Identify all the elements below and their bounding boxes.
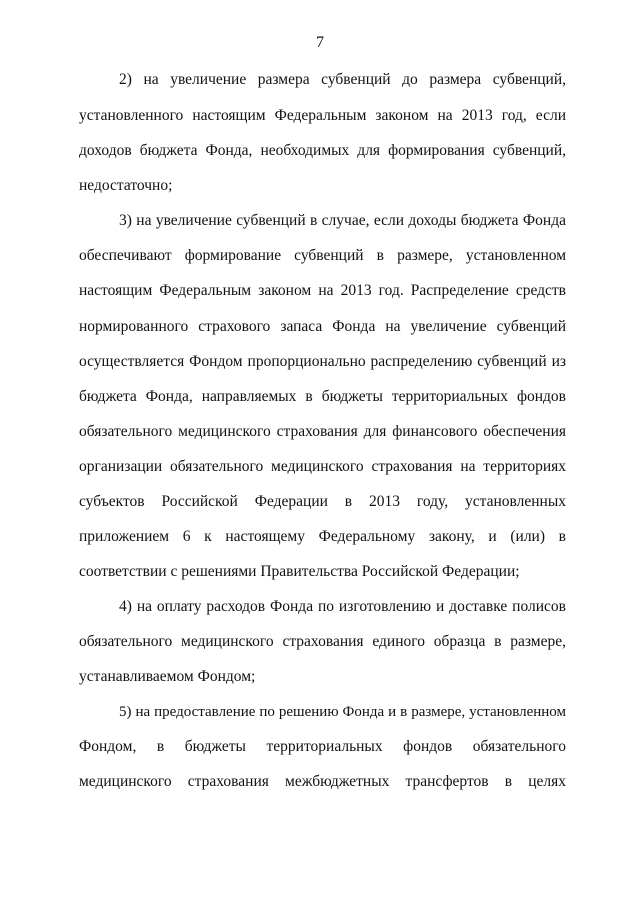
text-line: нормированного страхового запаса Фонда на увеличение субвенций (79, 318, 566, 335)
text-line: осуществляется Фондом пропорционально распределению субвенций из (79, 353, 566, 370)
text-line: обязательного медицинского страхования единого образца в размере, (79, 633, 566, 650)
text-line: субъектов Российской Федерации в 2013 году, установленных (79, 493, 566, 510)
text-line: настоящим Федеральным законом на 2013 год. Распределение средств (79, 282, 566, 299)
text-line: Фондом, в бюджеты территориальных фондов обязательного (79, 738, 566, 755)
text-line: установленного настоящим Федеральным законом на 2013 год, если (79, 107, 566, 124)
text-line: 4) на оплату расходов Фонда по изготовлению и доставке полисов (119, 598, 566, 615)
text-line: соответствии с решениями Правительства Российской Федерации; (79, 563, 520, 580)
text-line: обеспечивают формирование субвенций в размере, установленном (79, 247, 566, 264)
text-line: доходов бюджета Фонда, необходимых для формирования субвенций, (79, 142, 566, 159)
text-line: приложением 6 к настоящему Федеральному закону, и (или) в (79, 528, 566, 545)
text-line: устанавливаемом Фондом; (79, 668, 256, 685)
text-line: 3) на увеличение субвенций в случае, если доходы бюджета Фонда (119, 212, 566, 229)
page-number: 7 (316, 34, 324, 51)
text-line: недостаточно; (79, 177, 173, 194)
text-line: медицинского страхования межбюджетных трансфертов в целях (79, 773, 566, 790)
text-line: 2) на увеличение размера субвенций до размера субвенций, (119, 71, 566, 88)
text-line: 5) на предоставление по решению Фонда и в размере, установленном (119, 704, 566, 720)
text-line: организации обязательного медицинского страхования на территориях (79, 458, 566, 475)
text-line: обязательного медицинского страхования для финансового обеспечения (79, 423, 566, 440)
text-line: бюджета Фонда, направляемых в бюджеты территориальных фондов (79, 388, 566, 405)
